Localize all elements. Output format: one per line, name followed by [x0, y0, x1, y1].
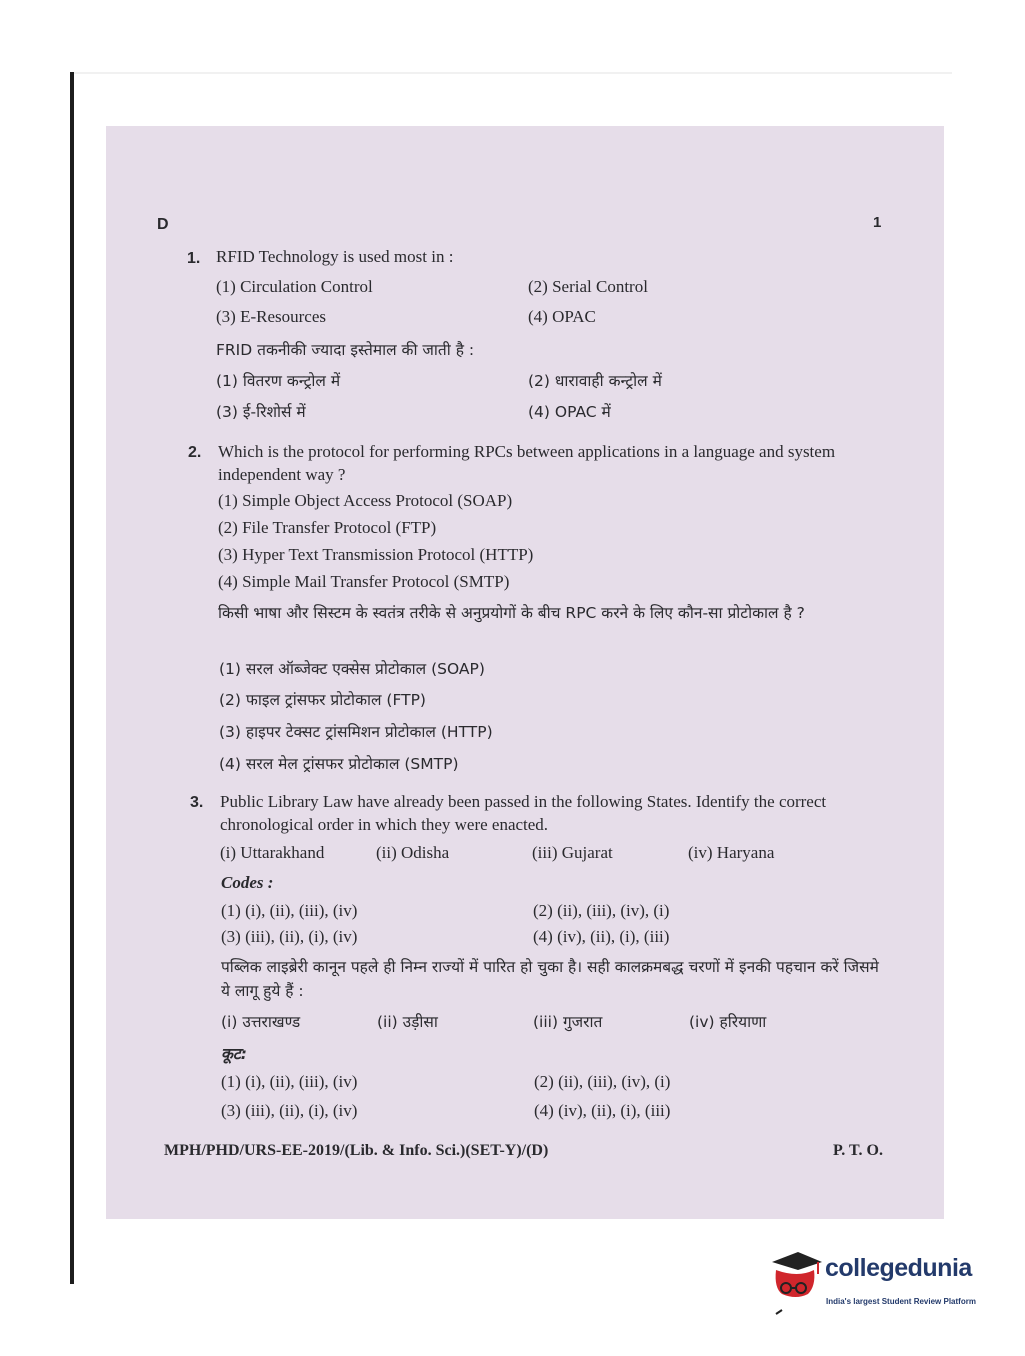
q3-state-1-en: (i) Uttarakhand [220, 843, 325, 862]
q2-option-2-hi: (2) फाइल ट्रांसफर प्रोटोकाल (FTP) [219, 691, 426, 709]
question-1-text-hi: FRID तकनीकी ज्यादा इस्तेमाल की जाती है : [216, 341, 475, 359]
q3-state-2-en: (ii) Odisha [376, 843, 450, 862]
q3-code-3-en: (3) (iii), (ii), (i), (iv) [221, 927, 358, 946]
q3-code-4-hi: (4) (iv), (ii), (i), (iii) [534, 1101, 671, 1120]
q1-option-3-hi: (3) ई-रिशोर्स में [216, 403, 306, 421]
set-letter: D [157, 216, 169, 233]
q1-option-2-en: (2) Serial Control [528, 277, 648, 296]
q3-code-2-en: (2) (ii), (iii), (iv), (i) [533, 901, 670, 920]
q2-option-3-en: (3) Hyper Text Transmission Protocol (HTTP) [218, 545, 534, 564]
scan-edge-top [72, 72, 952, 74]
q2-option-1-en: (1) Simple Object Access Protocol (SOAP) [218, 491, 513, 510]
page-number: 1 [873, 214, 882, 231]
q2-option-1-hi: (1) सरल ऑब्जेक्ट एक्सेस प्रोटोकाल (SOAP) [219, 660, 485, 678]
q3-state-2-hi: (ii) उड़ीसा [377, 1013, 438, 1031]
q1-option-1-en: (1) Circulation Control [216, 277, 373, 296]
q2-option-3-hi: (3) हाइपर टेक्सट ट्रांसमिशन प्रोटोकाल (HTTP) [219, 723, 493, 741]
q3-state-4-hi: (iv) हरियाणा [689, 1013, 767, 1031]
q2-option-4-en: (4) Simple Mail Transfer Protocol (SMTP) [218, 572, 510, 591]
q1-option-4-en: (4) OPAC [528, 307, 596, 326]
q2-option-2-en: (2) File Transfer Protocol (FTP) [218, 518, 437, 537]
q3-codes-label-hi: कूट: [221, 1045, 247, 1063]
scan-edge-left [70, 72, 74, 1284]
q3-codes-label-en: Codes : [221, 873, 274, 892]
q3-state-3-hi: (iii) गुजरात [533, 1013, 603, 1031]
q3-code-3-hi: (3) (iii), (ii), (i), (iv) [221, 1101, 358, 1120]
q3-code-2-hi: (2) (ii), (iii), (iv), (i) [534, 1072, 671, 1091]
page-turn-over: P. T. O. [833, 1142, 883, 1159]
paper-code: MPH/PHD/URS-EE-2019/(Lib. & Info. Sci.)(SET-Y)/(D) [164, 1142, 549, 1159]
question-3-text-hi: पब्लिक लाइब्रेरी कानून पहले ही निम्न राज्यों में पारित हो चुका है। सही कालक्रमबद्ध चरणों में इनकी पहचान करें जिसमे ये लागू हुये हैं : [221, 958, 879, 1000]
question-3-number: 3. [190, 794, 204, 811]
question-1-text-en: RFID Technology is used most in : [216, 247, 454, 266]
q3-state-1-hi: (i) उत्तराखण्ड [221, 1013, 301, 1031]
q1-option-1-hi: (1) वितरण कन्ट्रोल में [216, 372, 341, 390]
q3-code-1-en: (1) (i), (ii), (iii), (iv) [221, 901, 358, 920]
q1-option-2-hi: (2) धारावाही कन्ट्रोल में [528, 372, 662, 390]
question-2-text-en: Which is the protocol for performing RPCs between applications in a language and system independent way ? [218, 442, 836, 484]
q3-state-3-en: (iii) Gujarat [532, 843, 613, 862]
question-2-number: 2. [188, 444, 202, 461]
q3-state-4-en: (iv) Haryana [688, 843, 775, 862]
logo-wordmark: collegedunia [825, 1254, 972, 1282]
logo-tagline: India's largest Student Review Platform [826, 1297, 976, 1306]
question-2-text-hi: किसी भाषा और सिस्टम के स्वतंत्र तरीके से अनुप्रयोगों के बीच RPC करने के लिए कौन-सा प्रोटोकाल है ? [218, 604, 805, 622]
collegedunia-logo [768, 1248, 998, 1318]
q3-code-1-hi: (1) (i), (ii), (iii), (iv) [221, 1072, 358, 1091]
mascot-icon [768, 1248, 824, 1316]
q1-option-4-hi: (4) OPAC में [528, 403, 611, 421]
q3-code-4-en: (4) (iv), (ii), (i), (iii) [533, 927, 670, 946]
question-3-text-en: Public Library Law have already been passed in the following States. Identify the correct chronological order in which they were enacted. [220, 792, 827, 834]
q1-option-3-en: (3) E-Resources [216, 307, 326, 326]
question-1-number: 1. [187, 250, 201, 267]
q2-option-4-hi: (4) सरल मेल ट्रांसफर प्रोटोकाल (SMTP) [219, 755, 459, 773]
